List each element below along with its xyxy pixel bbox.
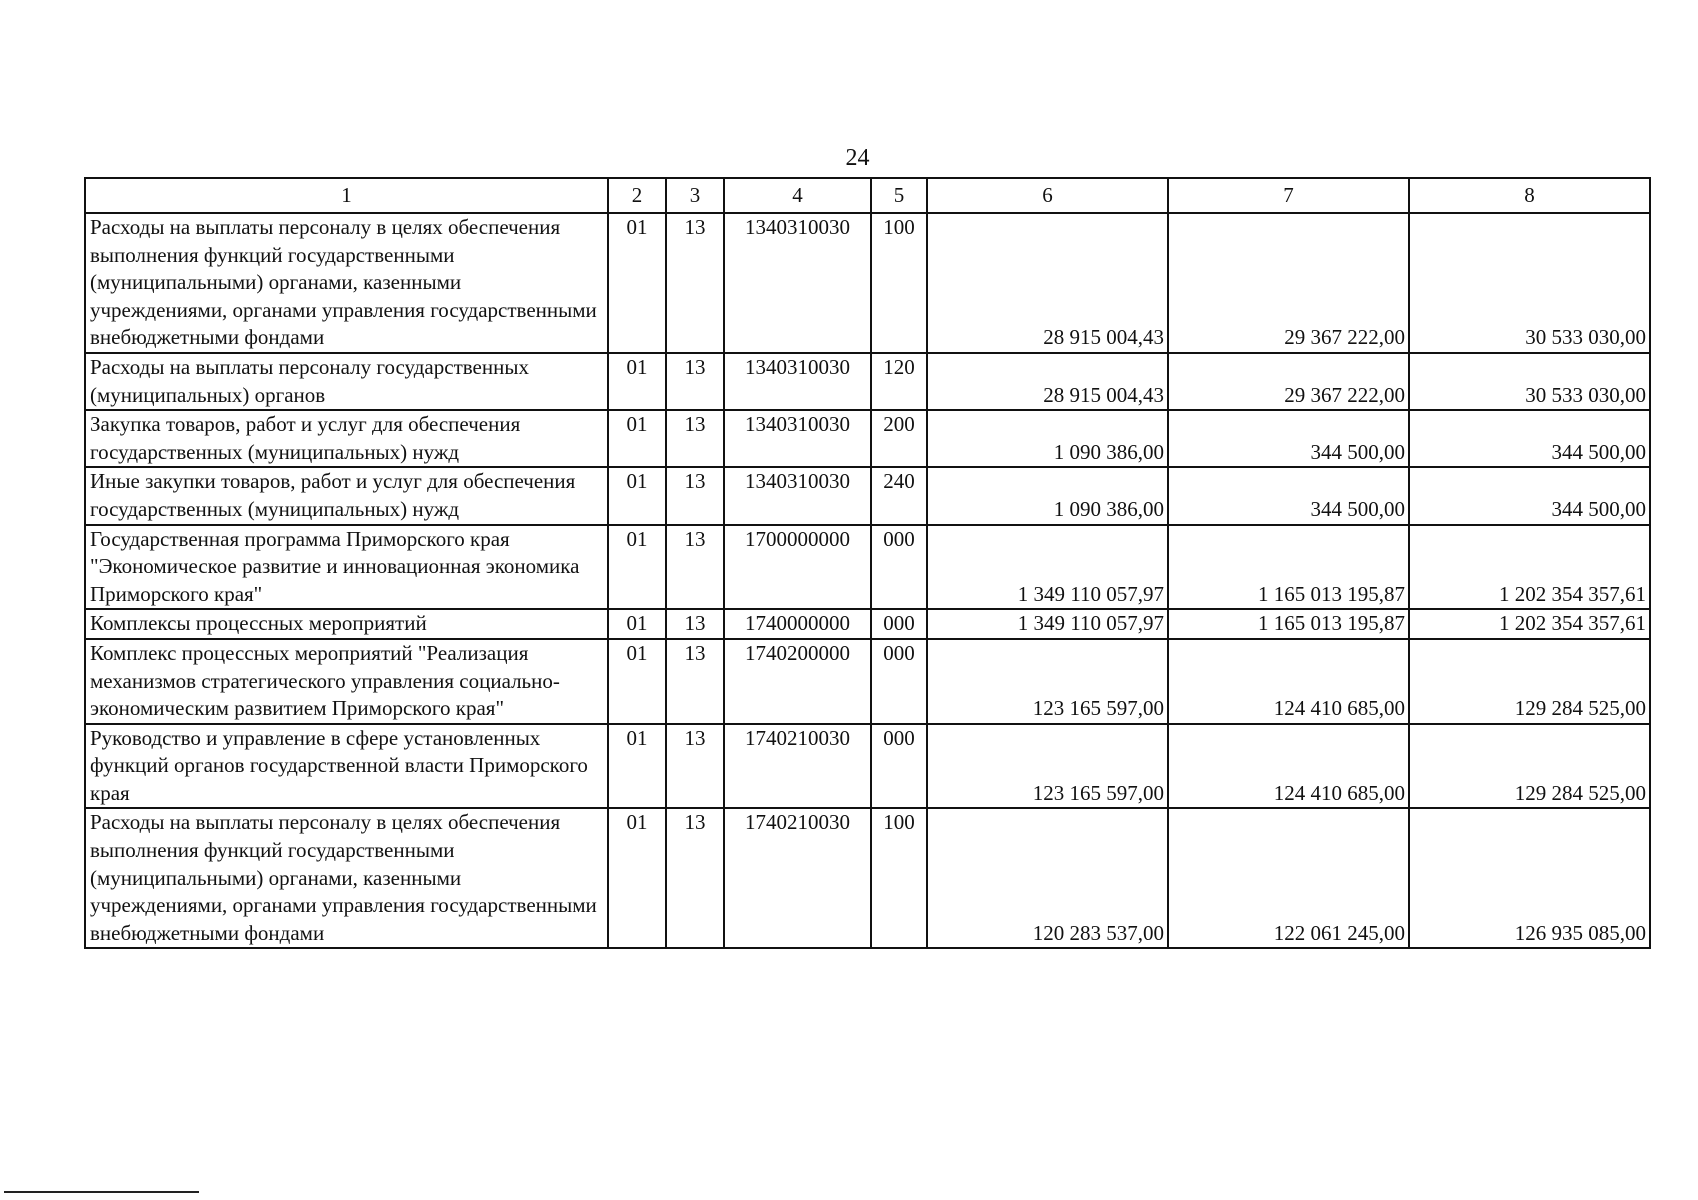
amount-col-6: 28 915 004,43 [927,213,1168,353]
expense-type-code: 100 [871,808,927,948]
amount-col-8: 344 500,00 [1409,410,1650,467]
target-article-code: 1740210030 [724,808,871,948]
amount-col-6: 120 283 537,00 [927,808,1168,948]
column-header: 6 [927,178,1168,213]
section-code: 01 [608,609,666,639]
subsection-code: 13 [666,353,724,410]
subsection-code: 13 [666,525,724,610]
amount-col-7: 124 410 685,00 [1168,639,1409,724]
column-header: 1 [85,178,608,213]
table-row [85,213,1650,353]
amount-col-8: 1 202 354 357,61 [1409,609,1650,639]
expense-name: Руководство и управление в сфере установленных функций органов государственной власти Приморского края [85,724,608,809]
amount-col-8: 344 500,00 [1409,467,1650,524]
amount-col-6: 123 165 597,00 [927,639,1168,724]
expense-name: Расходы на выплаты персоналу государственных (муниципальных) органов [85,353,608,410]
page-number: 24 [845,145,870,171]
amount-col-6: 1 349 110 057,97 [927,525,1168,610]
section-code: 01 [608,639,666,724]
section-code: 01 [608,410,666,467]
subsection-code: 13 [666,724,724,809]
column-header: 3 [666,178,724,213]
expense-type-code: 000 [871,724,927,809]
subsection-code: 13 [666,467,724,524]
amount-col-7: 29 367 222,00 [1168,353,1409,410]
amount-col-6: 123 165 597,00 [927,724,1168,809]
table-row [85,724,1650,809]
expense-name: Расходы на выплаты персоналу в целях обеспечения выполнения функций государственными (муниципальными) органами, казенными учреждениями, органами управления государственными внебюджетными фондами [85,808,608,948]
amount-col-7: 122 061 245,00 [1168,808,1409,948]
table-row [85,525,1650,610]
expense-name: Комплексы процессных мероприятий [85,609,608,639]
amount-col-8: 30 533 030,00 [1409,353,1650,410]
target-article-code: 1340310030 [724,213,871,353]
table-row [85,467,1650,524]
expense-type-code: 100 [871,213,927,353]
expense-type-code: 240 [871,467,927,524]
amount-col-6: 28 915 004,43 [927,353,1168,410]
expense-name: Закупка товаров, работ и услуг для обеспечения государственных (муниципальных) нужд [85,410,608,467]
target-article-code: 1740000000 [724,609,871,639]
footnote-separator [4,1191,199,1193]
amount-col-6: 1 090 386,00 [927,467,1168,524]
target-article-code: 1340310030 [724,410,871,467]
expense-type-code: 000 [871,639,927,724]
target-article-code: 1340310030 [724,467,871,524]
table-row [85,353,1650,410]
section-code: 01 [608,724,666,809]
amount-col-8: 126 935 085,00 [1409,808,1650,948]
amount-col-8: 129 284 525,00 [1409,724,1650,809]
expense-name: Расходы на выплаты персоналу в целях обеспечения выполнения функций государственными (муниципальными) органами, казенными учреждениями, органами управления государственными внебюджетными фондами [85,213,608,353]
table-row [85,410,1650,467]
subsection-code: 13 [666,808,724,948]
section-code: 01 [608,467,666,524]
column-header: 2 [608,178,666,213]
amount-col-8: 129 284 525,00 [1409,639,1650,724]
column-header: 5 [871,178,927,213]
expense-type-code: 000 [871,609,927,639]
amount-col-7: 344 500,00 [1168,410,1409,467]
target-article-code: 1740210030 [724,724,871,809]
amount-col-7: 29 367 222,00 [1168,213,1409,353]
expense-type-code: 000 [871,525,927,610]
target-article-code: 1340310030 [724,353,871,410]
amount-col-7: 344 500,00 [1168,467,1409,524]
column-header: 4 [724,178,871,213]
amount-col-7: 124 410 685,00 [1168,724,1409,809]
section-code: 01 [608,353,666,410]
column-header: 7 [1168,178,1409,213]
amount-col-7: 1 165 013 195,87 [1168,525,1409,610]
subsection-code: 13 [666,639,724,724]
expense-type-code: 120 [871,353,927,410]
amount-col-6: 1 090 386,00 [927,410,1168,467]
column-header: 8 [1409,178,1650,213]
subsection-code: 13 [666,410,724,467]
section-code: 01 [608,525,666,610]
subsection-code: 13 [666,213,724,353]
table-row [85,808,1650,948]
expense-name: Государственная программа Приморского края "Экономическое развитие и инновационная экономика Приморского края" [85,525,608,610]
amount-col-7: 1 165 013 195,87 [1168,609,1409,639]
section-code: 01 [608,808,666,948]
amount-col-6: 1 349 110 057,97 [927,609,1168,639]
expense-type-code: 200 [871,410,927,467]
expense-name: Комплекс процессных мероприятий "Реализация механизмов стратегического управления социально-экономическим развитием Приморского края" [85,639,608,724]
table-header-row [85,178,1650,213]
amount-col-8: 30 533 030,00 [1409,213,1650,353]
target-article-code: 1740200000 [724,639,871,724]
section-code: 01 [608,213,666,353]
subsection-code: 13 [666,609,724,639]
table-row [85,639,1650,724]
table-row [85,609,1650,639]
expense-name: Иные закупки товаров, работ и услуг для обеспечения государственных (муниципальных) нужд [85,467,608,524]
budget-table [84,177,1651,949]
amount-col-8: 1 202 354 357,61 [1409,525,1650,610]
target-article-code: 1700000000 [724,525,871,610]
